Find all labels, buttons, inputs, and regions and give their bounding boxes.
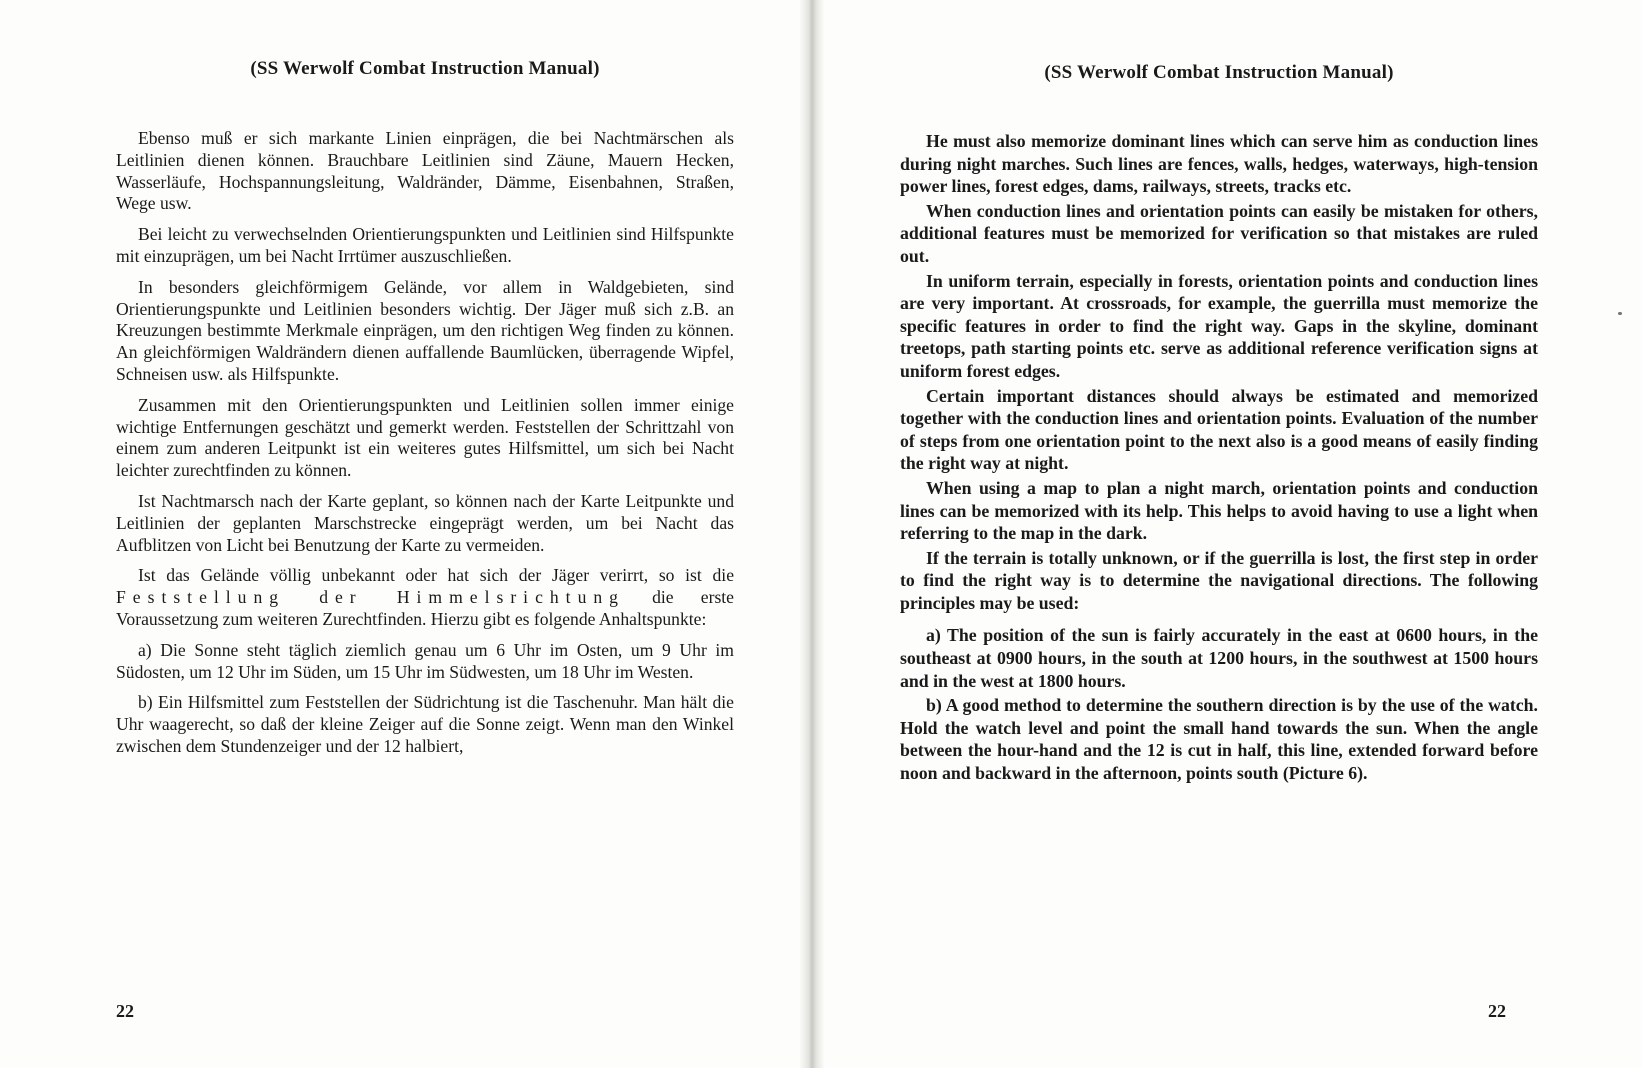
left-paragraph-7: a) Die Sonne steht täglich ziemlich genau um 6 Uhr im Osten, um 9 Uhr im Südosten, um 12 Uhr im Süden, um 15 Uhr im Südwesten, um 18 Uhr im Westen. (116, 639, 734, 682)
left-page-body (116, 128, 734, 758)
right-paragraph-3: In uniform terrain, especially in forests, orientation points and conduction lines are very important. At crossroads, for example, the guerrilla must memorize the specific features in order to find the right way. Gaps in the skyline, dominant treetops, path starting points etc. serve as additional reference verification signs at uniform forest edges. (900, 270, 1538, 381)
spaced-emphasis: Feststellung der Himmelsrichtung (116, 587, 625, 608)
right-paragraph-5: When using a map to plan a night march, orientation points and conduction lines can be memorized with its help. This helps to avoid having to use a light when referring to the map in the dark. (900, 477, 1538, 544)
left-paragraph-2: Bei leicht zu verwechselnden Orientierungspunkten und Leitlinien sind Hilfspunkte mit einzuprägen, um bei Nacht Irrtümer auszuschließen. (116, 224, 734, 266)
right-page (812, 0, 1642, 1068)
left-paragraph-3: In besonders gleichförmigem Gelände, vor allem in Waldgebieten, sind Orientierungspunkte und Leitlinien besonders wichtig. Der Jäger muß sich z.B. an Kreuzungen bestimmte Merkmale einprägen, um den richtigen Weg finden zu können. An gleichförmigen Waldrändern dienen auffallende Baumlücken, überragende Wipfel, Schneisen usw. als Hilfspunkte. (116, 276, 734, 384)
right-paragraph-4: Certain important distances should always be estimated and memorized together with the conduction lines and orientation points. Evaluation of the number of steps from one orientation point to the next also is a good means of easily finding the right way at night. (900, 385, 1538, 474)
left-page-number: 22 (116, 1001, 134, 1021)
right-paragraph-6: If the terrain is totally unknown, or if the guerrilla is lost, the first step in order to find the right way is to determine the navigational directions. The following principles may be used: (900, 547, 1538, 613)
left-paragraph-4: Zusammen mit den Orientierungspunkten und Leitlinien sollen immer einige wichtige Entfernungen geschätzt und gemerkt werden. Feststellen der Schrittzahl von einem zum anderen Leitpunkt ist ein weiteres gutes Hilfsmittel, um sich bei Nacht leichter zurechtfinden zu können. (116, 394, 734, 481)
left-paragraph-6-start: Ist das Gelände völlig unbekannt oder hat sich der Jäger verirrt, so ist die (138, 565, 734, 586)
left-page (0, 0, 812, 1068)
left-paragraph-6-end: die erste Voraussetzung zum weiteren Zurechtfinden. Hierzu gibt es folgende Anhaltspunkte: (116, 587, 734, 629)
right-paragraph-1: He must also memorize dominant lines which can serve him as conduction lines during night marches. Such lines are fences, walls, hedges, waterways, high-tension power lines, forest edges, dams, railways, streets, tracks etc. (900, 131, 1538, 197)
right-page-number: 22 (1488, 1001, 1506, 1021)
right-paragraph-8: b) A good method to determine the southern direction is by the use of the watch. Hold the watch level and point the small hand towards the sun. When the angle between the hour-hand and the 12 is cut in half, this line, extended forward before noon and backward in the afternoon, points south (Picture 6). (900, 695, 1538, 784)
scan-speck (1618, 312, 1622, 315)
right-page-body (900, 130, 1538, 785)
left-paragraph-6 (116, 565, 734, 630)
right-paragraph-2: When conduction lines and orientation points can easily be mistaken for others, additional features must be memorized for verification so that mistakes are ruled out. (900, 200, 1538, 266)
left-paragraph-8: b) Ein Hilfsmittel zum Feststellen der Südrichtung ist die Taschenuhr. Man hält die Uhr waagerecht, so daß der kleine Zeiger auf die Sonne zeigt. Wenn man den Winkel zwischen dem Stundenzeiger und der 12 halbiert, (116, 692, 734, 756)
right-paragraph-7: a) The position of the sun is fairly accurately in the east at 0600 hours, in the southeast at 0900 hours, in the south at 1200 hours, in the southwest at 1500 hours and in the west at 1800 hours. (900, 625, 1538, 691)
left-paragraph-5: Ist Nachtmarsch nach der Karte geplant, so können nach der Karte Leitpunkte und Leitlinien der geplanten Marschstrecke eingeprägt werden, um bei Nacht das Aufblitzen von Licht bei Benutzung der Karte zu vermeiden. (116, 490, 734, 555)
left-running-head: (SS Werwolf Combat Instruction Manual) (250, 58, 600, 79)
right-running-head: (SS Werwolf Combat Instruction Manual) (1044, 62, 1394, 83)
left-paragraph-1: Ebenso muß er sich markante Linien einprägen, die bei Nachtmärschen als Leitlinien dienen können. Brauchbare Leitlinien sind Zäune, Mauern Hecken, Wasserläufe, Hochspannungsleitung, Waldränder, Dämme, Eisenbahnen, Straßen, Wege usw. (116, 128, 734, 214)
